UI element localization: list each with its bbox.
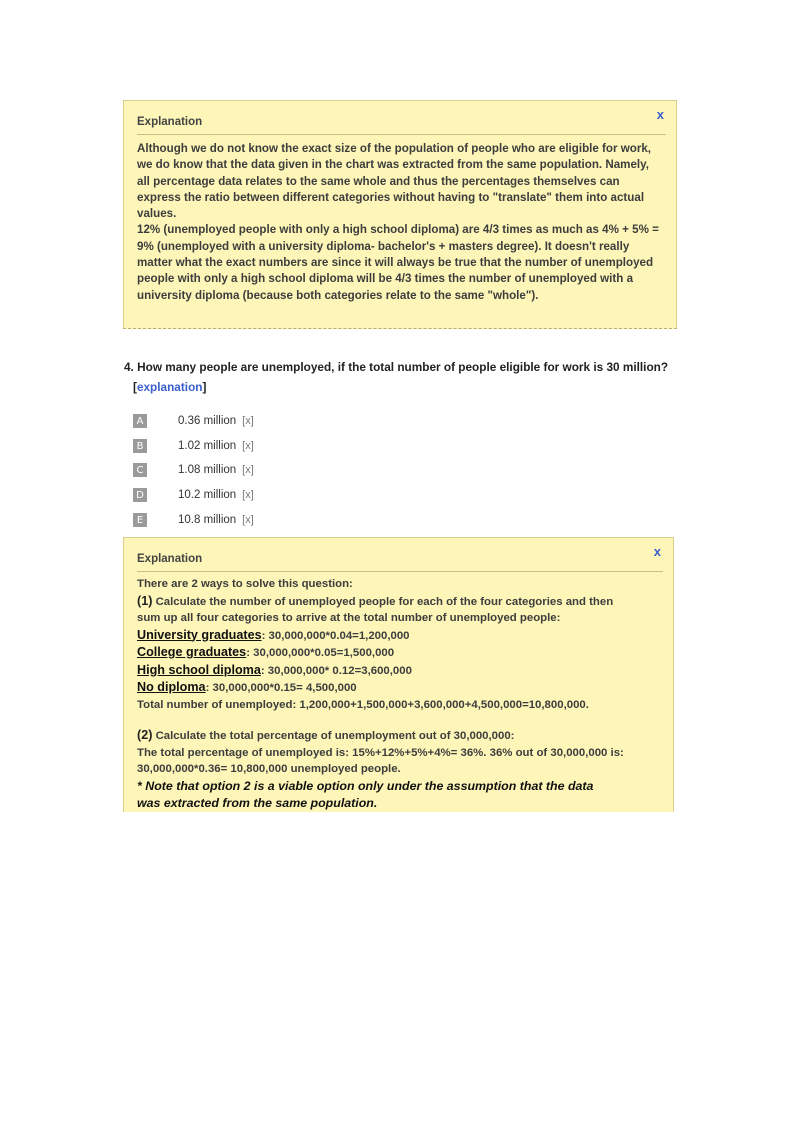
question-text: 4. How many people are unemployed, if the total number of people eligible for work is 30 million?: [124, 360, 669, 374]
option-text[interactable]: [178, 415, 254, 427]
category-calc: : 30,000,000*0.04=1,200,000: [261, 629, 410, 642]
category-calc: : 30,000,000* 0.12=3,600,000: [260, 664, 412, 677]
explanation-body: [137, 576, 663, 812]
method-1-number: (1): [137, 593, 153, 608]
explanation-box-2: [123, 537, 674, 812]
close-explanation-button[interactable]: x: [656, 107, 664, 122]
note-text: Note that option 2 is a viable option only under the assumption that the data: [145, 778, 594, 793]
category-calc: : 30,000,000*0.05=1,500,000: [246, 647, 395, 659]
category-label: University graduates: [137, 627, 262, 642]
option-text[interactable]: [178, 489, 254, 501]
category-label: No diploma: [137, 680, 206, 694]
eliminate-option-button[interactable]: [x]: [242, 514, 254, 526]
option-value: 1.02 million: [178, 440, 237, 452]
option-text[interactable]: [178, 464, 254, 476]
explanation-paragraph: Although we do not know the exact size of the population of people who are eligible for work, we do know that the data given in the chart was extracted from the same population. Namely, all percentage data relates to the same whole and thus the percentages themselves can express the ratio between different categories without having to "translate" them into actual values.: [137, 142, 652, 221]
explanation-box-1: [123, 100, 677, 329]
category-label: College graduates: [137, 645, 247, 659]
bracket-open: [: [133, 380, 137, 394]
category-line: [137, 644, 663, 662]
method-1-text: Calculate the number of unemployed people for each of the four categories and then: [152, 595, 614, 608]
explanation-title: Explanation: [137, 116, 666, 135]
method-2-line: [137, 727, 663, 745]
method-1-line: [137, 593, 663, 611]
eliminate-option-button[interactable]: [x]: [242, 440, 254, 452]
explanation-body: [137, 141, 662, 304]
eliminate-option-button[interactable]: [x]: [242, 489, 254, 501]
category-line: [137, 627, 663, 645]
answer-option-b[interactable]: [133, 438, 254, 454]
explanation-title: Explanation: [137, 553, 663, 572]
total-line: Total number of unemployed: 1,200,000+1,500,000+3,600,000+4,500,000=10,800,000.: [137, 698, 589, 711]
explanation-link-wrapper: [133, 380, 206, 394]
method-2-line-2: The total percentage of unemployed is: 15%+12%+5%+4%= 36%. 36% out of 30,000,000 is:: [137, 746, 624, 759]
note-star: *: [137, 778, 146, 793]
explanation-link[interactable]: explanation: [136, 380, 203, 394]
spacer: [137, 713, 663, 727]
eliminate-option-button[interactable]: [x]: [242, 464, 254, 476]
category-label: High school diploma: [137, 662, 261, 677]
option-letter[interactable]: E: [133, 513, 147, 527]
answer-option-e[interactable]: [133, 512, 254, 528]
option-value: 1.08 million: [178, 464, 237, 476]
eliminate-option-button[interactable]: [x]: [242, 415, 254, 427]
note-line-2: was extracted from the same population.: [137, 795, 378, 810]
option-value: 10.8 million: [178, 514, 237, 526]
intro-text: There are 2 ways to solve this question:: [137, 578, 353, 590]
option-letter[interactable]: D: [133, 488, 147, 502]
category-calc: : 30,000,000*0.15= 4,500,000: [205, 682, 357, 694]
method-2-line-3: 30,000,000*0.36= 10,800,000 unemployed people.: [137, 763, 401, 775]
close-explanation-button[interactable]: x: [653, 544, 661, 559]
answer-option-d[interactable]: [133, 487, 254, 503]
answer-option-c[interactable]: [133, 462, 254, 478]
method-1-line-2: sum up all four categories to arrive at the total number of unemployed people:: [137, 612, 561, 624]
option-letter[interactable]: A: [133, 414, 147, 428]
method-2-text: Calculate the total percentage of unemployment out of 30,000,000:: [152, 730, 515, 742]
note-line: [137, 778, 663, 795]
option-value: 10.2 million: [178, 489, 237, 501]
option-letter[interactable]: C: [133, 463, 147, 477]
method-2-number: (2): [137, 728, 153, 742]
option-text[interactable]: [178, 514, 254, 526]
option-value: 0.36 million: [178, 415, 237, 427]
category-line: [137, 662, 663, 680]
option-text[interactable]: [178, 440, 254, 452]
option-letter[interactable]: B: [133, 439, 147, 453]
category-line: [137, 679, 663, 697]
bracket-close: ]: [202, 380, 207, 394]
explanation-paragraph: 12% (unemployed people with only a high school diploma) are 4/3 times as much as 4% + 5% = 9% (unemployed with a university diploma- bachelor's + masters degree). It doesn't really matter what the exact numbers are since it will always be true that the number of unemployed people with only a high school diploma will be 4/3 times the number of unemployed with a university diploma (because both categories relate to the same "whole").: [137, 223, 659, 302]
answer-option-a[interactable]: [133, 413, 254, 429]
